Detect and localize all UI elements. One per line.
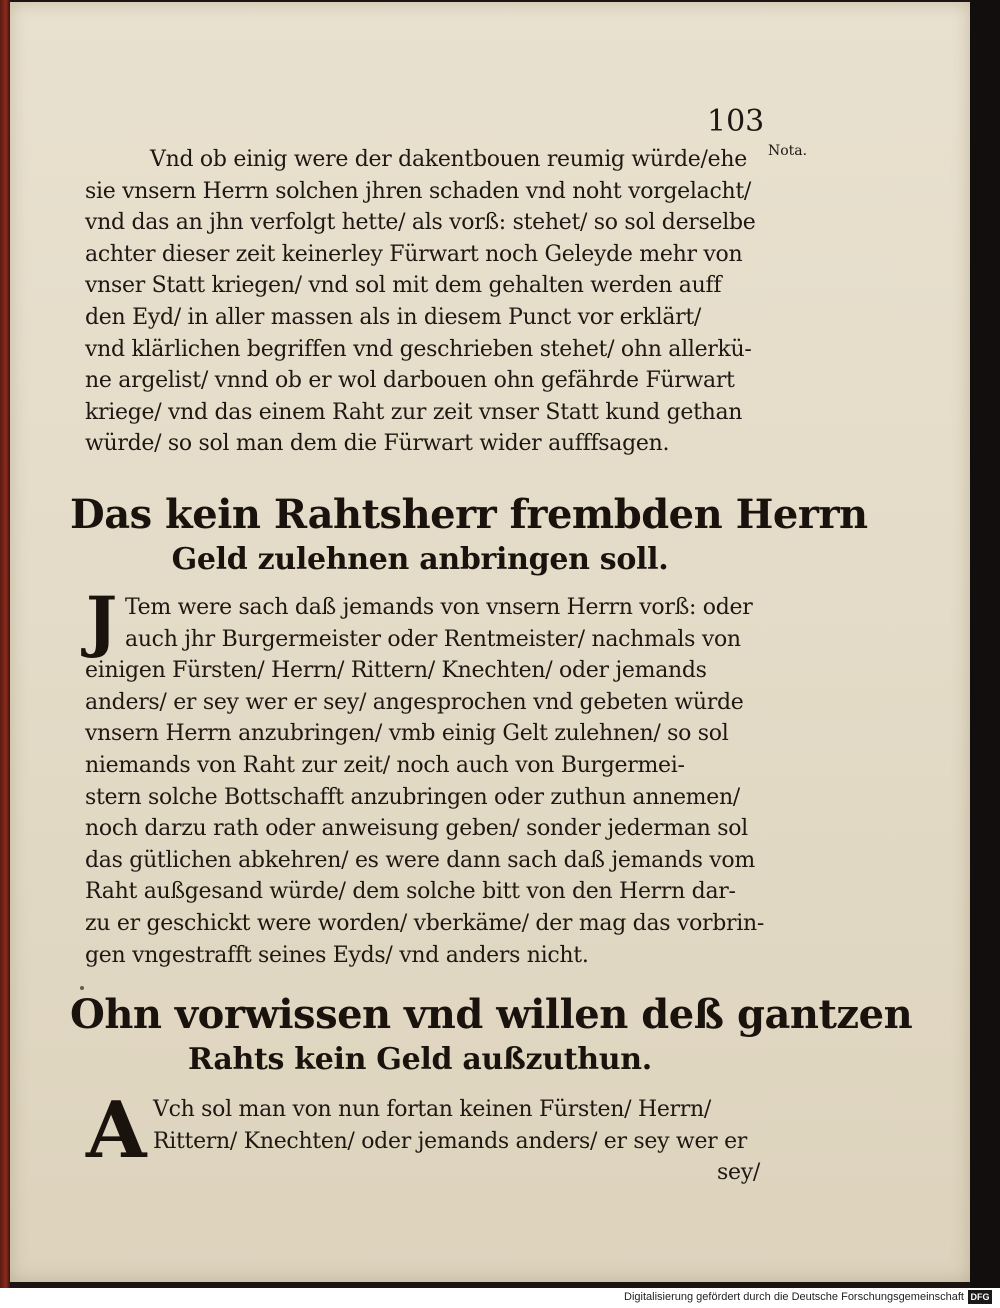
text-line: würde/ so sol man dem die Fürwart wider aufffsagen. bbox=[85, 431, 670, 457]
paragraph-2 bbox=[85, 592, 764, 971]
text-line: das gütlichen abkehren/ es were dann sach daß jemands vom bbox=[85, 847, 755, 873]
text-line: Raht außgesand würde/ dem solche bitt von den Herrn dar- bbox=[85, 879, 736, 905]
text-line: auch jhr Burgermeister oder Rentmeister/ nachmals von bbox=[125, 626, 741, 652]
text-line: Vnd ob einig were der dakentbouen reumig würde/ehe bbox=[150, 147, 747, 172]
section-heading-1 bbox=[70, 490, 868, 580]
paper-speck bbox=[80, 986, 84, 990]
catchword: sey/ bbox=[717, 1160, 760, 1186]
margin-note: Nota. bbox=[768, 143, 808, 159]
heading-line: Geld zulehnen anbringen soll. bbox=[171, 542, 669, 577]
footer-bar bbox=[0, 1288, 1000, 1308]
text-line: vnser Statt kriegen/ vnd sol mit dem gehalten werden auff bbox=[85, 273, 722, 299]
text-line: Vch sol man von nun fortan keinen Fürsten/ Herrn/ bbox=[153, 1097, 711, 1122]
text-line: gen vngestrafft seines Eyds/ vnd anders nicht. bbox=[85, 942, 589, 968]
paragraph-3 bbox=[85, 1085, 760, 1189]
text-line: vnsern Herrn anzubringen/ vmb einig Gelt zulehnen/ so sol bbox=[85, 721, 729, 747]
page-edge-shadow bbox=[970, 0, 1000, 1288]
text-line: vnd das an jhn verfolgt hette/ als vorß: stehet/ so sol derselbe bbox=[85, 210, 756, 236]
footer-credit: Digitalisierung gefördert durch die Deutsche Forschungsgemeinschaft bbox=[624, 1291, 964, 1303]
text-line: kriege/ vnd das einem Raht zur zeit vnser Statt kund gethan bbox=[85, 399, 743, 425]
heading-line: Das kein Rahtsherr frembden Herrn bbox=[70, 491, 868, 538]
text-line: niemands von Raht zur zeit/ noch auch von Burgermei- bbox=[85, 752, 685, 778]
text-line: zu er geschickt were worden/ vberkäme/ der mag das vorbrin- bbox=[85, 910, 764, 936]
heading-line: Ohn vorwissen vnd willen deß gantzen bbox=[70, 991, 913, 1038]
section-heading-2 bbox=[70, 990, 913, 1080]
drop-cap-initial: A bbox=[86, 1085, 147, 1176]
text-line: Tem were sach daß jemands von vnsern Herrn vorß: oder bbox=[125, 595, 753, 620]
drop-cap-initial: J bbox=[86, 582, 118, 660]
dfg-logo: DFG bbox=[968, 1290, 992, 1304]
text-line: den Eyd/ in aller massen als in diesem Punct vor erklärt/ bbox=[85, 304, 702, 330]
paragraph-1 bbox=[85, 144, 760, 460]
text-line: achter dieser zeit keinerley Fürwart noch Geleyde mehr von bbox=[85, 241, 743, 267]
text-line: anders/ er sey wer er sey/ angesprochen vnd gebeten würde bbox=[85, 689, 744, 715]
text-line: einigen Fürsten/ Herrn/ Rittern/ Knechten/ oder jemands bbox=[85, 658, 707, 684]
text-line: ne argelist/ vnnd ob er wol darbouen ohn gefährde Fürwart bbox=[85, 368, 735, 394]
book-spine bbox=[0, 0, 10, 1288]
text-line: Rittern/ Knechten/ oder jemands anders/ er sey wer er bbox=[153, 1128, 748, 1154]
text-line: sie vnsern Herrn solchen jhren schaden vnd noht vorgelacht/ bbox=[85, 178, 751, 204]
page-number: 103 bbox=[707, 104, 765, 139]
text-line: noch darzu rath oder anweisung geben/ sonder jederman sol bbox=[85, 816, 748, 842]
text-line: vnd klärlichen begriffen vnd geschrieben stehet/ ohn allerkü- bbox=[85, 336, 752, 362]
text-line: stern solche Bottschafft anzubringen oder zuthun annemen/ bbox=[85, 784, 740, 810]
heading-line: Rahts kein Geld außzuthun. bbox=[188, 1042, 652, 1077]
